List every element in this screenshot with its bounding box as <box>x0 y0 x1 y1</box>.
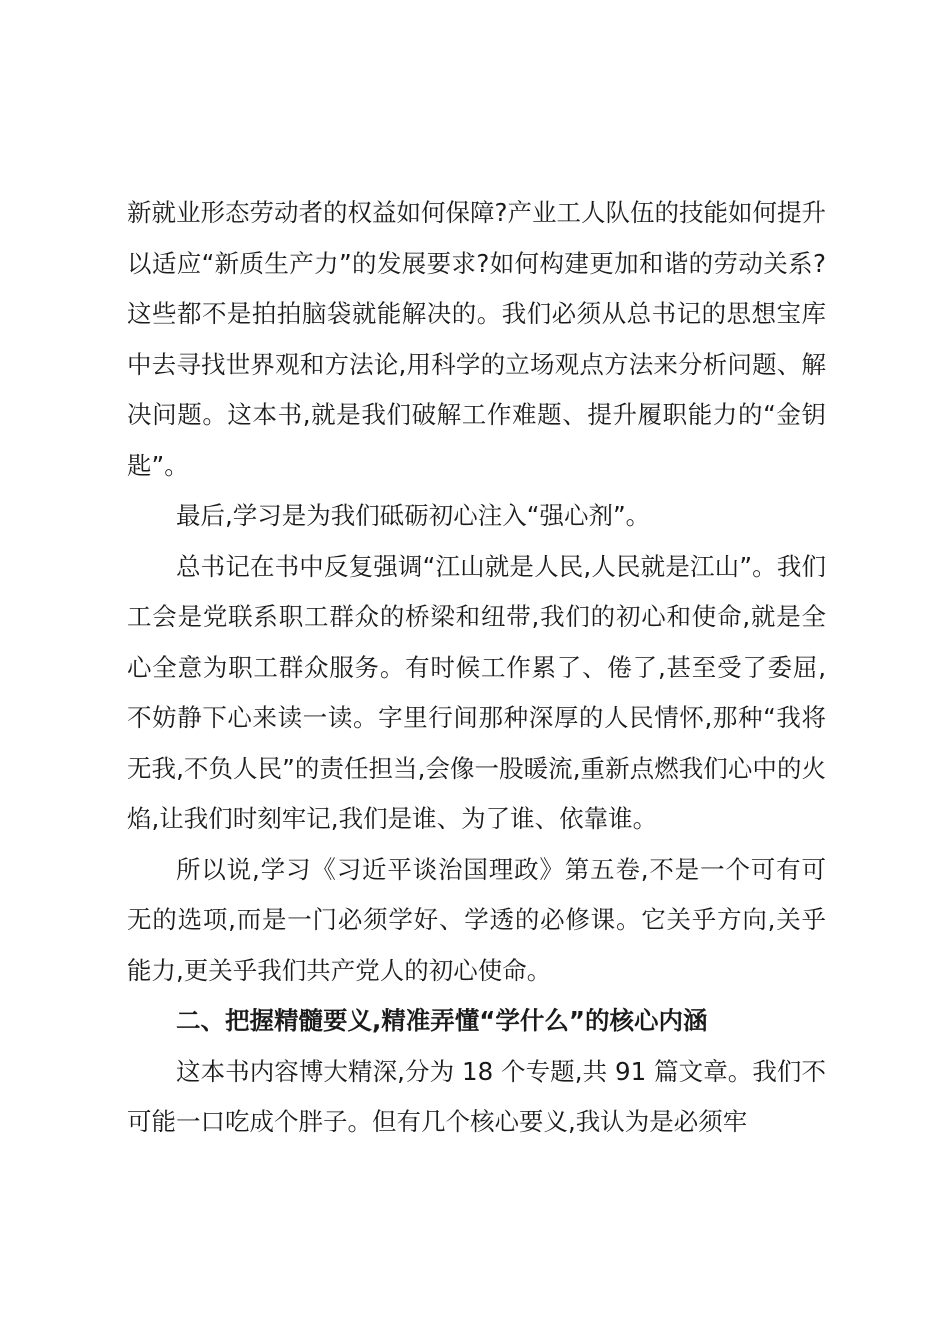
paragraph: 所以说,学习《习近平谈治国理政》第五卷,不是一个可有可无的选项,而是一门必须学好、学透的必修课。它关乎方向,关乎能力,更关乎我们共产党人的初心使命。 <box>127 854 826 985</box>
section-heading: 二、把握精髓要义,精准弄懂“学什么”的核心内涵 <box>176 1006 708 1035</box>
document-body <box>127 188 826 1148</box>
paragraph-continuation: 新就业形态劳动者的权益如何保障?产业工人队伍的技能如何提升以适应“新质生产力”的发展要求?如何构建更加和谐的劳动关系?这些都不是拍拍脑袋就能解决的。我们必须从总书记的思想宝库中去寻找世界观和方法论,用科学的立场观点方法来分析问题、解决问题。这本书,就是我们破解工作难题、提升履职能力的“金钥匙”。 <box>127 198 827 480</box>
paragraph: 这本书内容博大精深,分为 18 个专题,共 91 篇文章。我们不可能一口吃成个胖子。但有几个核心要义,我认为是必须牢 <box>127 1056 826 1136</box>
paragraph: 最后,学习是为我们砥砺初心注入“强心剂”。 <box>176 501 651 530</box>
paragraph: 总书记在书中反复强调“江山就是人民,人民就是江山”。我们工会是党联系职工群众的桥梁和纽带,我们的初心和使命,就是全心全意为职工群众服务。有时候工作累了、倦了,甚至受了委屈,不妨静下心来读一读。字里行间那种深厚的人民情怀,那种“我将无我,不负人民”的责任担当,会像一股暖流,重新点燃我们心中的火焰,让我们时刻牢记,我们是谁、为了谁、依靠谁。 <box>127 551 826 833</box>
